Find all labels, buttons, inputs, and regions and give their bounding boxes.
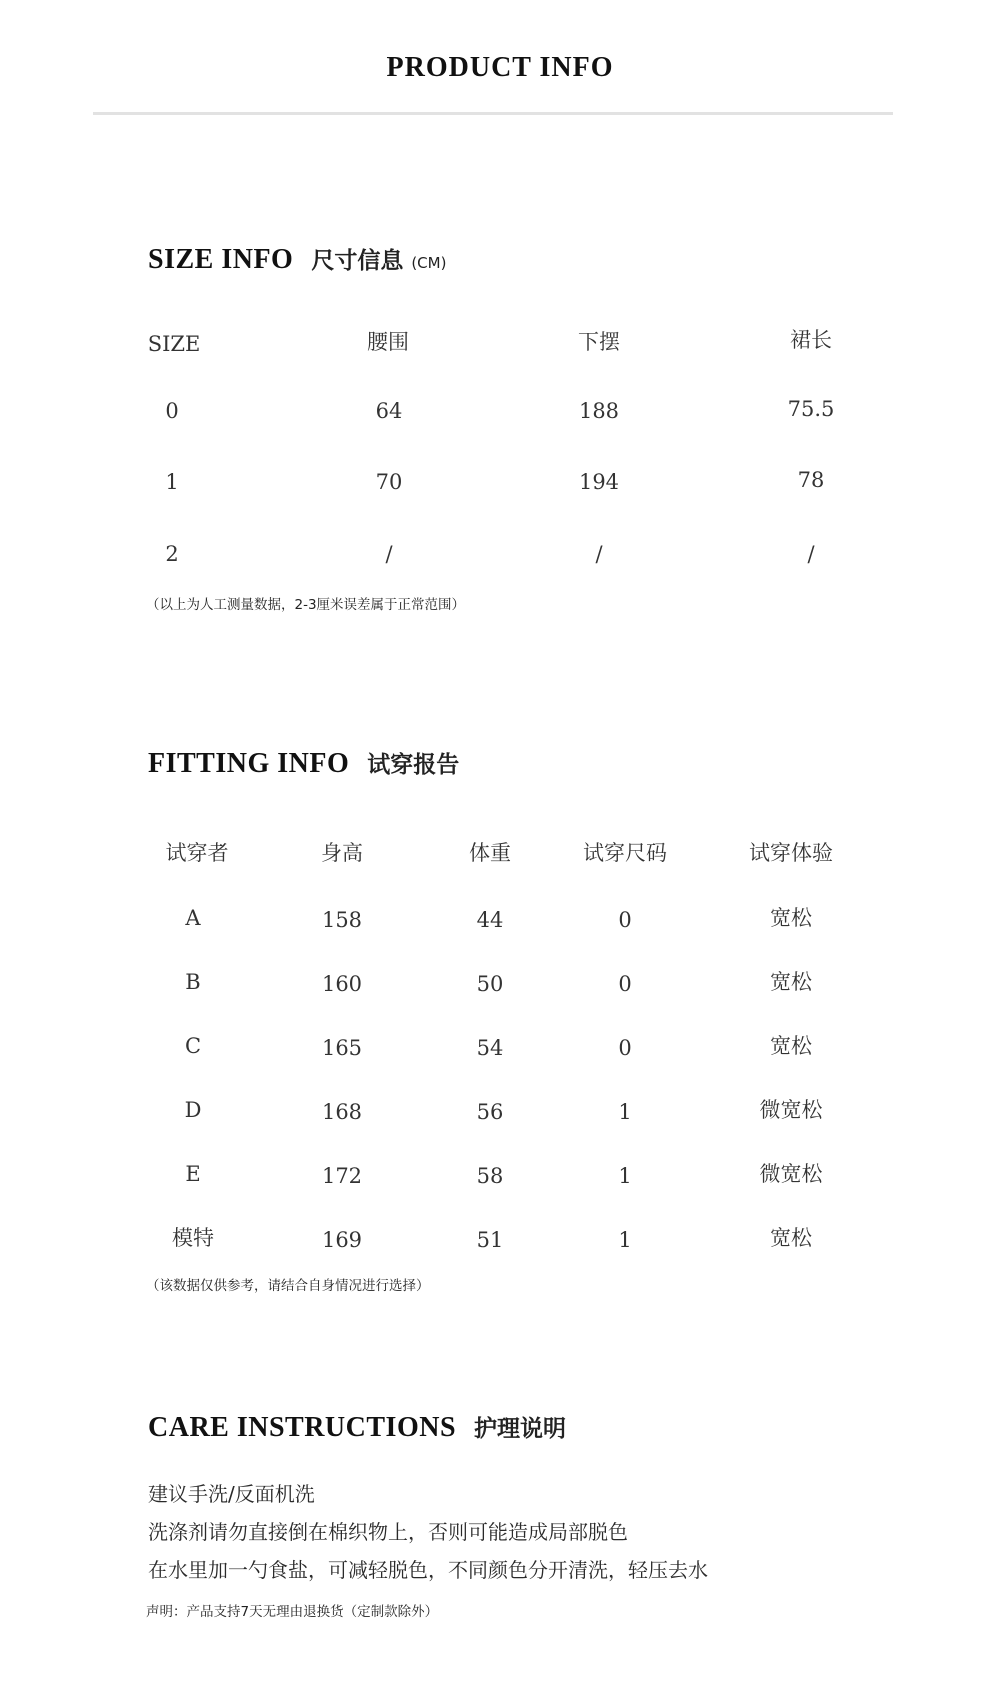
fitting-cell: 宽松	[770, 1226, 812, 1250]
fitting-cell: 160	[321, 972, 363, 996]
fitting-cell: 1	[618, 1164, 632, 1188]
fitting-cell: 1	[618, 1100, 632, 1124]
fitting-cell: A	[185, 906, 201, 930]
fitting-cell: 0	[618, 1036, 632, 1060]
care-title-en: CARE INSTRUCTIONS	[148, 1412, 457, 1443]
fitting-cell: 169	[321, 1228, 363, 1252]
care-line-salt: 在水里加一勺食盐，可减轻脱色，不同颜色分开清洗，轻压去水	[148, 1558, 708, 1582]
size-cell: 2	[165, 542, 179, 566]
fitting-cell: E	[185, 1162, 201, 1186]
fitting-cell: 172	[321, 1164, 363, 1188]
size-info-title-zh: 尺寸信息	[311, 248, 404, 274]
size-cell: 0	[165, 399, 179, 423]
fitting-cell: 56	[476, 1100, 504, 1124]
fitting-cell: 44	[476, 908, 504, 932]
care-title-zh: 护理说明	[474, 1416, 567, 1442]
fitting-header-wearer: 试穿者	[165, 841, 229, 865]
fitting-cell: 模特	[172, 1226, 214, 1250]
size-cell: /	[595, 542, 603, 566]
size-cell: 64	[375, 399, 403, 423]
care-heading	[148, 1410, 566, 1444]
fitting-header-weight: 体重	[469, 841, 511, 865]
size-info-unit: (CM)	[411, 254, 447, 272]
fitting-cell: 0	[618, 972, 632, 996]
size-cell: 1	[165, 470, 179, 494]
fitting-info-title-zh: 试穿报告	[367, 752, 460, 778]
fitting-cell: D	[184, 1098, 202, 1122]
size-cell: 70	[375, 470, 403, 494]
fitting-cell: 168	[321, 1100, 363, 1124]
title-divider	[93, 112, 893, 115]
size-cell: 188	[578, 399, 620, 423]
fitting-cell: 0	[618, 908, 632, 932]
fitting-cell: 165	[321, 1036, 363, 1060]
fitting-cell: 微宽松	[759, 1098, 823, 1122]
fitting-cell: 50	[476, 972, 504, 996]
fitting-cell: 54	[476, 1036, 504, 1060]
fitting-cell: B	[185, 970, 201, 994]
fitting-info-heading	[148, 746, 459, 780]
fitting-cell: 158	[321, 908, 363, 932]
size-header-size: SIZE	[147, 332, 201, 356]
fitting-cell: 微宽松	[759, 1162, 823, 1186]
fitting-cell: 51	[476, 1228, 504, 1252]
size-cell: 194	[578, 470, 620, 494]
page-title: PRODUCT INFO	[386, 52, 614, 83]
size-note: （以上为人工测量数据，2-3厘米误差属于正常范围）	[146, 597, 466, 613]
fitting-cell: 宽松	[770, 1034, 812, 1058]
fitting-header-experience: 试穿体验	[749, 841, 833, 865]
fitting-cell: 1	[618, 1228, 632, 1252]
fitting-cell: 宽松	[770, 906, 812, 930]
size-header-hem: 下摆	[578, 330, 620, 354]
size-cell: /	[385, 542, 393, 566]
fitting-info-title-en: FITTING INFO	[148, 748, 350, 779]
size-info-title-en: SIZE INFO	[148, 244, 294, 275]
size-info-heading	[148, 242, 446, 276]
size-cell: 75.5	[787, 397, 835, 421]
size-header-waist: 腰围	[367, 330, 409, 354]
size-cell: 78	[797, 468, 825, 492]
return-policy-statement: 声明：产品支持7天无理由退换货（定制款除外）	[146, 1604, 439, 1620]
fitting-note: （该数据仅供参考，请结合自身情况进行选择）	[146, 1278, 430, 1294]
size-header-length: 裙长	[790, 328, 832, 352]
fitting-cell: C	[184, 1034, 202, 1058]
size-cell: /	[807, 542, 815, 566]
fitting-header-height: 身高	[321, 841, 363, 865]
care-line-detergent: 洗涤剂请勿直接倒在棉织物上，否则可能造成局部脱色	[148, 1520, 628, 1544]
fitting-cell: 58	[476, 1164, 504, 1188]
care-line-wash: 建议手洗/反面机洗	[148, 1482, 315, 1506]
fitting-header-size: 试穿尺码	[583, 841, 667, 865]
fitting-cell: 宽松	[770, 970, 812, 994]
